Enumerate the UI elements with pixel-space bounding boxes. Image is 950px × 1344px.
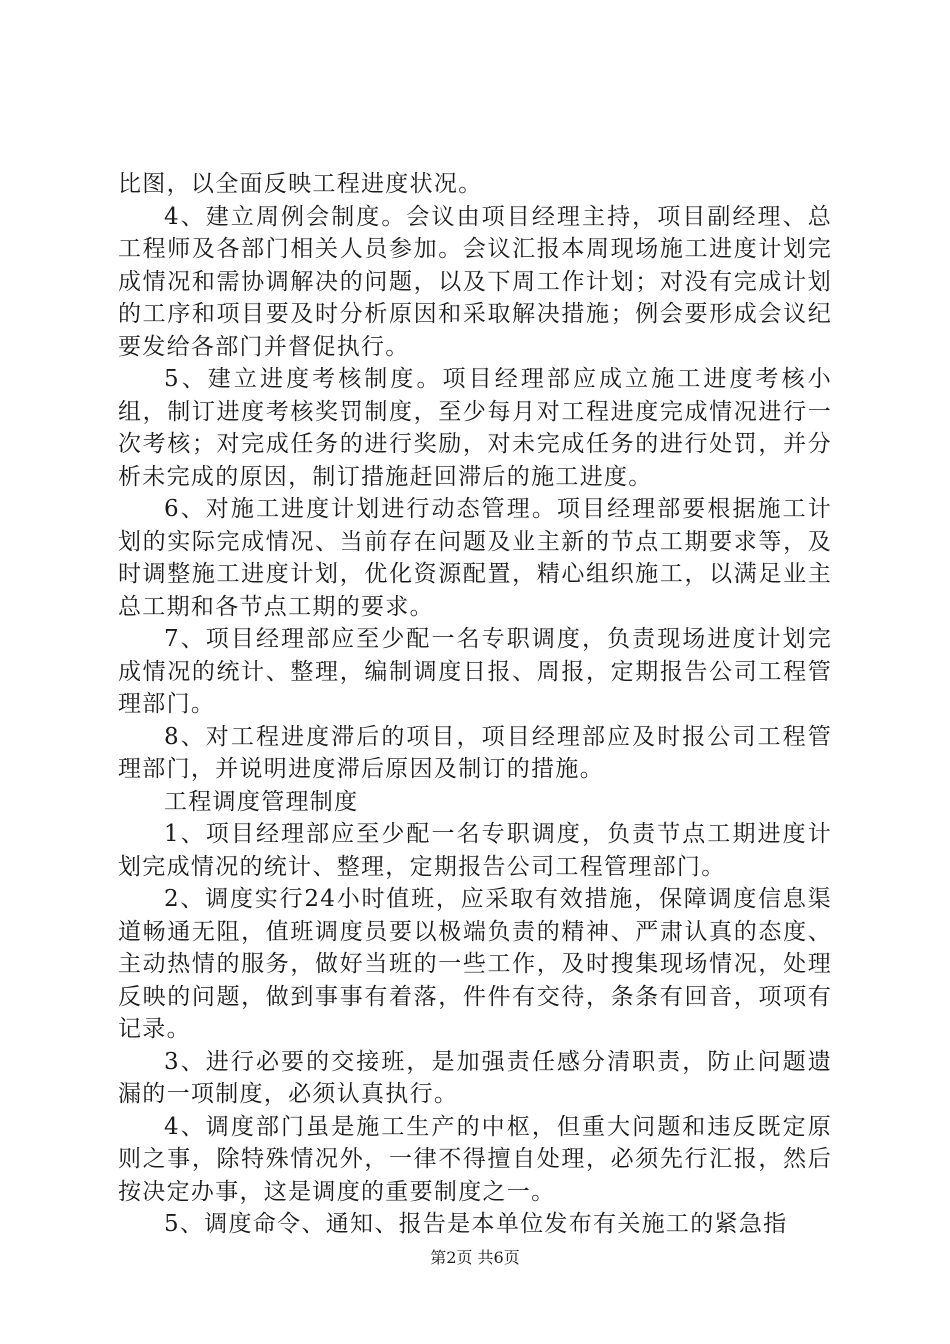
paragraph-1: 4、建立周例会制度。会议由项目经理主持，项目副经理、总工程师及各部门相关人员参加。会议汇报本周现场施工进度计划完成情况和需协调解决的问题，以及下周工作计划；对没有完成计划的工序和项目要及时分析原因和采取解决措施；例会要形成会议纪要发给各部门并督促执行。 bbox=[118, 203, 832, 360]
paragraph-5: 8、对工程进度滞后的项目，项目经理部应及时报公司工程管理部门，并说明进度滞后原因及制订的措施。 bbox=[118, 723, 832, 782]
paragraph-9: 3、进行必要的交接班，是加强责任感分清职责，防止问题遗漏的一项制度，必须认真执行。 bbox=[118, 1048, 832, 1107]
paragraph-3: 6、对施工进度计划进行动态管理。项目经理部要根据施工计划的实际完成情况、当前存在问题及业主新的节点工期要求等，及时调整施工进度计划，优化资源配置，精心组织施工，以满足业主总工期和各节点工期的要求。 bbox=[118, 496, 832, 620]
paragraph-4: 7、项目经理部应至少配一名专职调度，负责现场进度计划完成情况的统计、整理，编制调度日报、周报，定期报告公司工程管理部门。 bbox=[118, 626, 832, 717]
document-body bbox=[118, 168, 832, 1241]
paragraph-10: 4、调度部门虽是施工生产的中枢，但重大问题和违反既定原则之事，除特殊情况外，一律不得擅自处理，必须先行汇报，然后按决定办事，这是调度的重要制度之一。 bbox=[118, 1113, 832, 1205]
paragraph-2: 5、建立进度考核制度。项目经理部应成立施工进度考核小组，制订进度考核奖罚制度，至少每月对工程进度完成情况进行一次考核；对完成任务的进行奖励，对未完成任务的进行处罚，并分析未完成的原因，制订措施赶回滞后的施工进度。 bbox=[118, 366, 832, 490]
paragraph-8: 2、调度实行24小时值班，应采取有效措施，保障调度信息渠道畅通无阻，值班调度员要以极端负责的精神、严肃认真的态度、主动热情的服务，做好当班的一些工作，及时搜集现场情况，处理反映的问题，做到事事有着落，件件有交待，条条有回音，项项有记录。 bbox=[118, 886, 832, 1042]
section-heading: 工程调度管理制度 bbox=[164, 788, 359, 815]
paragraph-7: 1、项目经理部应至少配一名专职调度，负责节点工期进度计划完成情况的统计、整理，定期报告公司工程管理部门。 bbox=[118, 821, 832, 880]
paragraph-11: 5、调度命令、通知、报告是本单位发布有关施工的紧急指 bbox=[164, 1211, 788, 1237]
paragraph-0: 比图，以全面反映工程进度状况。 bbox=[118, 171, 483, 197]
page-footer: 第2页 共6页 bbox=[430, 1248, 520, 1267]
